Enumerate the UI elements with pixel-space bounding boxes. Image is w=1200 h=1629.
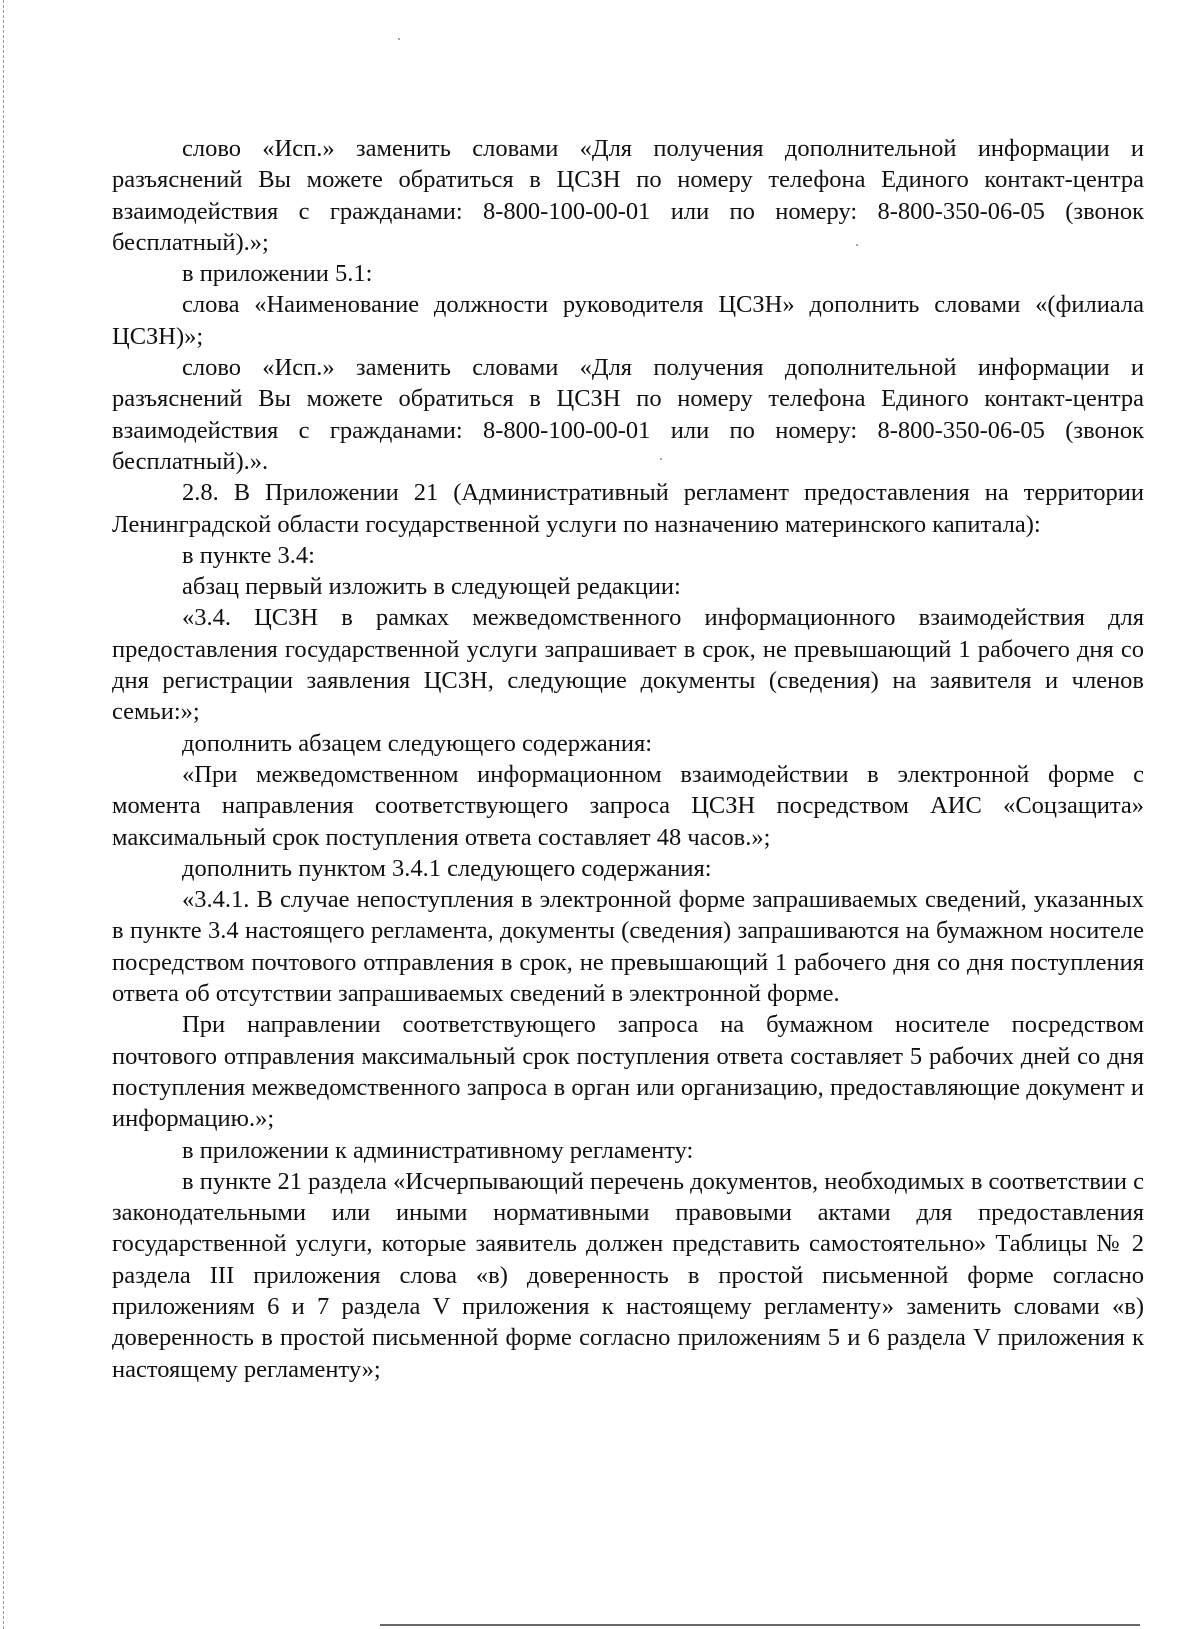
- paragraph-14: в приложении к административному регламенту:: [182, 1136, 694, 1164]
- scan-left-edge: [3, 0, 4, 1629]
- paragraph-3: слова «Наименование должности руководителя ЦСЗН» дополнить словами «(филиала ЦСЗН)»;: [112, 291, 1144, 350]
- paragraph-2: в приложении 5.1:: [182, 260, 373, 288]
- scan-bottom-edge: [380, 1624, 1140, 1626]
- document-body: [112, 133, 1144, 1385]
- paragraph-5: 2.8. В Приложении 21 (Административный регламент предоставления на территории Ленинградской области государственной услуги по назначению материнского капитала):: [112, 479, 1144, 538]
- paragraph-8: «3.4. ЦСЗН в рамках межведомственного информационного взаимодействия для предоставления государственной услуги запрашивает в срок, не превышающий 1 рабочего дня со дня регистрации заявления ЦСЗН, следующие документы (сведения) на заявителя и членов семьи:»;: [112, 604, 1144, 726]
- paragraph-9: дополнить абзацем следующего содержания:: [182, 729, 653, 757]
- paragraph-7: абзац первый изложить в следующей редакции:: [182, 573, 681, 601]
- scan-speck: [398, 38, 400, 40]
- paragraph-11: дополнить пунктом 3.4.1 следующего содержания:: [182, 854, 712, 882]
- paragraph-13: При направлении соответствующего запроса на бумажном носителе посредством почтового отправления максимальный срок поступления ответа составляет 5 рабочих дней со дня поступления межведомственного запроса в орган или организацию, предоставляющие документ и информацию.»;: [112, 1011, 1144, 1133]
- paragraph-6: в пункте 3.4:: [182, 541, 315, 569]
- paragraph-4: слово «Исп.» заменить словами «Для получения дополнительной информации и разъяснений Вы можете обратиться в ЦСЗН по номеру телефона Единого контакт-центра взаимодействия с гражданами: 8-800-100-00-01 или по номеру: 8-800-350-06-05 (звонок бесплатный).».: [112, 354, 1144, 475]
- paragraph-12: «3.4.1. В случае непоступления в электронной форме запрашиваемых сведений, указанных в пункте 3.4 настоящего регламента, документы (сведения) запрашиваются на бумажном носителе посредством почтового отправления в срок, не превышающий 1 рабочего дня со дня поступления ответа об отсутствии запрашиваемых сведений в электронной форме.: [112, 886, 1144, 1008]
- paragraph-15: в пункте 21 раздела «Исчерпывающий перечень документов, необходимых в соответствии с законодательными или иными нормативными правовыми актами для предоставления государственной услуги, которые заявитель должен представить самостоятельно» Таблицы № 2 раздела III приложения слова «в) доверенность в простой письменной форме согласно приложениям 6 и 7 раздела V приложения к настоящему регламенту» заменить словами «в) доверенность в простой письменной форме согласно приложениям 5 и 6 раздела V приложения к настоящему регламенту»;: [112, 1167, 1144, 1383]
- paragraph-10: «При межведомственном информационном взаимодействии в электронной форме с момента направления соответствующего запроса ЦСЗН посредством АИС «Соцзащита» максимальный срок поступления ответа составляет 48 часов.»;: [112, 760, 1144, 851]
- paragraph-1: слово «Исп.» заменить словами «Для получения дополнительной информации и разъяснений Вы можете обратиться в ЦСЗН по номеру телефона Единого контакт-центра взаимодействия с гражданами: 8-800-100-00-01 или по номеру: 8-800-350-06-05 (звонок бесплатный).»;: [112, 135, 1144, 256]
